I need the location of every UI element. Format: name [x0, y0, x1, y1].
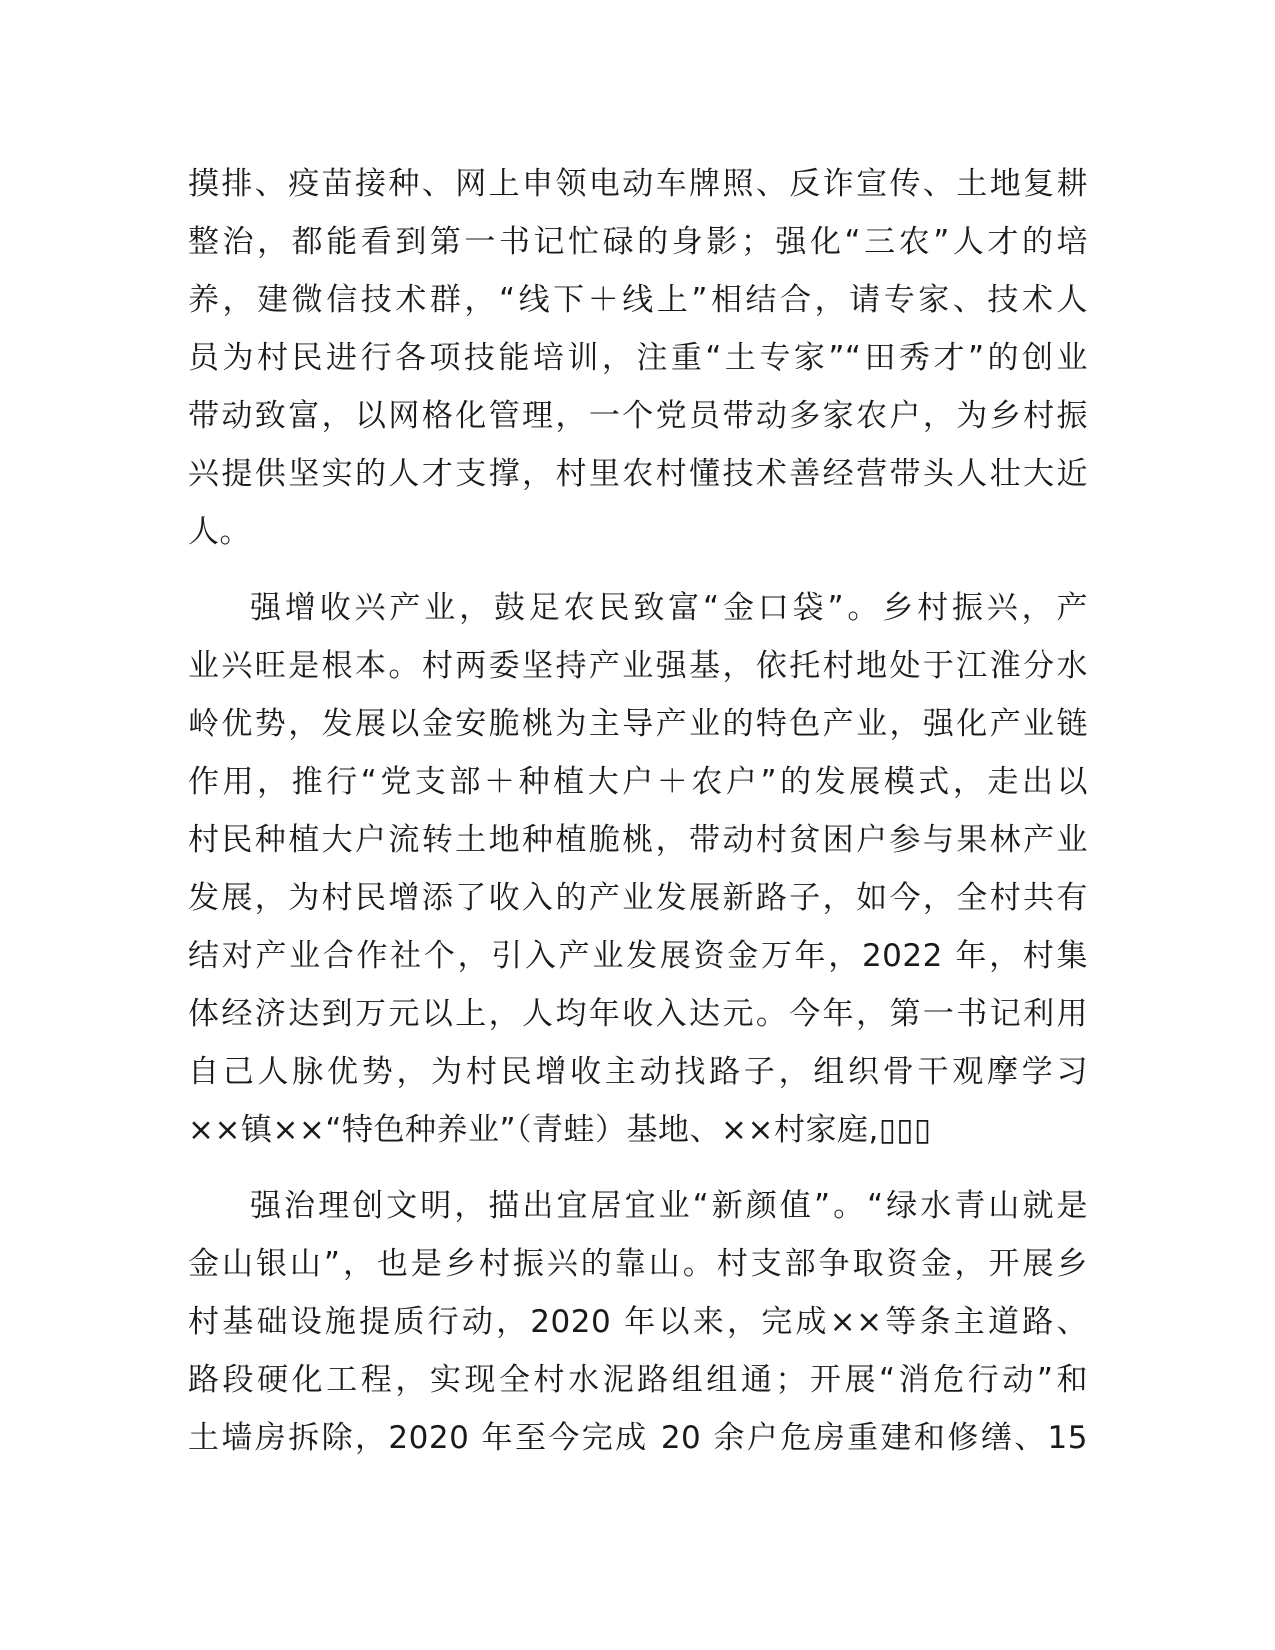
paragraph-2-line: 作用，推行“党支部＋种植大户＋农户”的发展模式，走出以: [188, 764, 1088, 800]
paragraph-2-line: ××镇××“特色种养业”（青蛙）基地、××村家庭,▯▯▯: [188, 1112, 932, 1148]
paragraph-3-line: 路段硬化工程，实现全村水泥路组组通；开展“消危行动”和: [188, 1362, 1088, 1398]
paragraph-1-line: 整治，都能看到第一书记忙碌的身影；强化“三农”人才的培: [188, 224, 1088, 260]
paragraph-1-line: 养，建微信技术群，“线下＋线上”相结合，请专家、技术人: [188, 282, 1088, 318]
paragraph-2-line: 结对产业合作社个，引入产业发展资金万年，2022 年，村集: [188, 938, 1088, 974]
paragraph-1-line: 带动致富，以网格化管理，一个党员带动多家农户，为乡村振: [188, 398, 1088, 434]
paragraph-2-line: 发展，为村民增添了收入的产业发展新路子，如今，全村共有: [188, 880, 1088, 916]
body-text: [188, 155, 1088, 1467]
paragraph-2-line: 岭优势，发展以金安脆桃为主导产业的特色产业，强化产业链: [188, 706, 1088, 742]
paragraph-2-line: 体经济达到万元以上，人均年收入达元。今年，第一书记利用: [188, 996, 1088, 1032]
paragraph-spacer: [188, 561, 1088, 579]
paragraph-1-line: 人。: [188, 514, 251, 550]
paragraph-3-line: 村基础设施提质行动，2020 年以来，完成××等条主道路、: [188, 1304, 1088, 1340]
paragraph-3-line: 土墙房拆除，2020 年至今完成 20 余户危房重建和修缮、15: [188, 1420, 1088, 1456]
paragraph-2-line: 村民种植大户流转土地种植脆桃，带动村贫困户参与果林产业: [188, 822, 1088, 858]
paragraph-1-line: 兴提供坚实的人才支撑，村里农村懂技术善经营带头人壮大近: [188, 456, 1088, 492]
paragraph-2-line: 自己人脉优势，为村民增收主动找路子，组织骨干观摩学习: [188, 1054, 1088, 1090]
paragraph-3-line: 强治理创文明，描出宜居宜业“新颜值”。“绿水青山就是: [250, 1188, 1088, 1224]
paragraph-spacer: [188, 1159, 1088, 1177]
paragraph-1-line: 员为村民进行各项技能培训，注重“土专家”“田秀才”的创业: [188, 340, 1088, 376]
paragraph-2-line: 强增收兴产业，鼓足农民致富“金口袋”。乡村振兴，产: [250, 590, 1088, 626]
paragraph-2-line: 业兴旺是根本。村两委坚持产业强基，依托村地处于江淮分水: [188, 648, 1088, 684]
paragraph-1-line: 摸排、疫苗接种、网上申领电动车牌照、反诈宣传、土地复耕: [188, 166, 1088, 202]
paragraph-3-line: 金山银山”，也是乡村振兴的靠山。村支部争取资金，开展乡: [188, 1246, 1088, 1282]
